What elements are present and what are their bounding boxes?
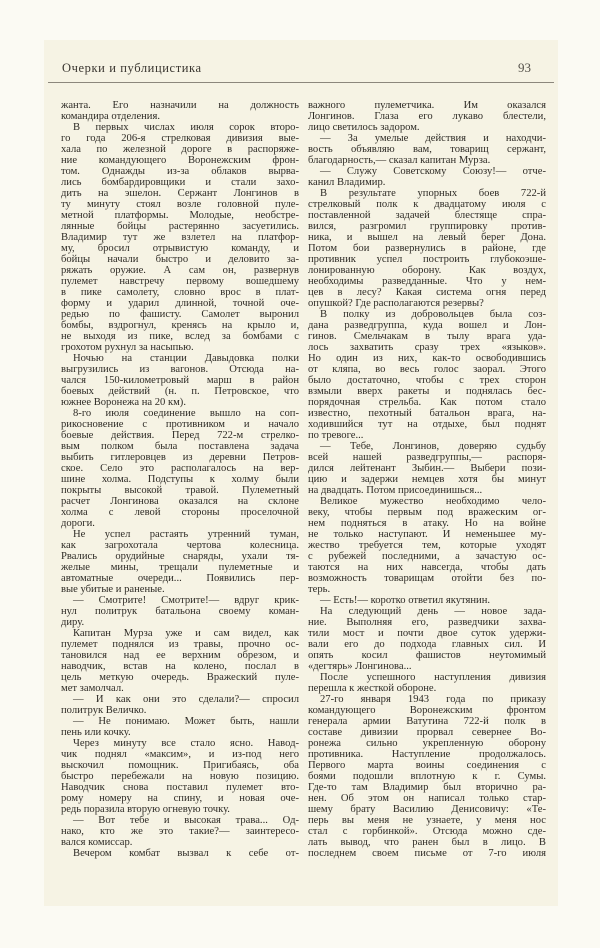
paragraph (308, 606, 546, 672)
text-line: — За умелые действия и находчи- (320, 133, 546, 144)
text-line: «дегтярь» Лонгинова... (308, 661, 412, 672)
text-line: было достаточно, чтобы с трех сторон (308, 375, 546, 386)
text-line: чался 150-километровый марш в район (61, 375, 299, 386)
text-line: холма с левой стороны проселочной (61, 507, 299, 518)
text-line: Первого марта воины соединения с (308, 760, 546, 771)
text-line: боевых действий (н. п. Петровское, что (61, 386, 299, 397)
text-line: покрыты высокой травой. Пулеметный (61, 485, 299, 496)
text-line: нем подняться в атаку. Но на войне (308, 518, 546, 529)
text-line: лать вывод, что ранен был в лицо. В (308, 837, 546, 848)
paragraph (61, 595, 299, 628)
text-line: политрук Величко. (61, 705, 147, 716)
text-line: Великое мужество необходимо чело- (320, 496, 546, 507)
text-line: цев в лесу? Какая система огня перед (308, 287, 546, 298)
paragraph (61, 848, 299, 859)
text-line: Наводчик снова поставил пулемет вто- (61, 782, 299, 793)
text-line: рому номеру на спину, и новая оче- (61, 793, 299, 804)
text-line: Рвались орудийные снаряды, ухали тя- (61, 551, 299, 562)
header-rule (48, 82, 554, 83)
page-number: 93 (518, 60, 531, 75)
text-line: опушкой? Где располагаются резервы? (308, 298, 484, 309)
text-line: форму и ударил длинной, точной оче- (61, 298, 299, 309)
text-line: боевые действия. Перед 722-м стрелко- (61, 430, 299, 441)
text-line: Но один из них, как-то освободившись (308, 353, 546, 364)
text-line: таются на них навсегда, чтобы дать (308, 562, 546, 573)
text-line: том. Однажды из-за облаков вырва- (61, 166, 299, 177)
text-line: вые убитые и раненые. (61, 584, 165, 595)
text-line: лись бомбардировщики и стали захо- (61, 177, 299, 188)
text-line: — Есть!— коротко ответил якутянин. (320, 595, 491, 606)
text-line: важного пулеметчика. Им оказался (308, 100, 546, 111)
text-line: Где-то там Владимир был вторично ра- (308, 782, 546, 793)
text-column-left (61, 100, 299, 859)
text-line: всей нашей разведгруппы,— распоря- (308, 452, 546, 463)
text-line: взмыли вверх ракеты и поднялась бес- (308, 386, 546, 397)
text-line: составе дивизии прорвал севернее Во- (308, 727, 546, 738)
paragraph (308, 441, 546, 496)
text-line: не только наступают. И неменьшее му- (308, 529, 546, 540)
text-line: выбить гитлеровцев из деревни Петров- (61, 452, 299, 463)
paragraph (308, 672, 546, 694)
text-line: веку, чтобы первым под вражеским ог- (308, 507, 546, 518)
text-line: редь поразила вторую огневую точку. (61, 804, 230, 815)
text-line: нако, кто же это такие?— заинтересо- (61, 826, 299, 837)
text-line: лонированную оборону. Как воздух, (308, 265, 546, 276)
text-line: рикосновение с противником и начало (61, 419, 299, 430)
text-line: ние командующего Воронежским фрон- (61, 155, 299, 166)
text-line: Потом бои развернулись в районе, где (308, 243, 546, 254)
paragraph (61, 100, 299, 122)
running-head: Очерки и публицистика (62, 61, 202, 75)
text-line: тили мост и почти двое суток удержи- (308, 628, 546, 639)
text-line: гинов. Смельчакам в тылу врага уда- (308, 331, 546, 342)
text-line: терь. (308, 584, 331, 595)
text-line: южнее Воронежа на 20 км). (61, 397, 186, 408)
text-line: Владимир тут же взлетел на платфор- (61, 232, 299, 243)
paragraph (308, 188, 546, 309)
paragraph (61, 738, 299, 815)
text-line: выскочил помощник. Пригибаясь, оба (61, 760, 299, 771)
text-line: — И как они это сделали?— спросил (73, 694, 299, 705)
text-line: бойцы начали быстро и деловито за- (61, 254, 299, 265)
text-line: необходимы разведданные. Что у нем- (308, 276, 546, 287)
text-line: канил Владимир. (308, 177, 386, 188)
text-line: наводчик, встав на колено, послал в (61, 661, 299, 672)
paragraph (308, 133, 546, 166)
text-line: Вечером комбат вызвал к себе от- (73, 848, 299, 859)
text-line: тановился над ее верхним обрезом, и (61, 650, 299, 661)
text-line: му, бросил отрывистую команду, и (61, 243, 299, 254)
text-line: диру. (61, 617, 85, 628)
text-line: вился, разгромил группировку против- (308, 221, 546, 232)
text-line: шине холма. Подступы к холму были (61, 474, 299, 485)
text-line: шему брату Василию Денисовичу: «Те- (308, 804, 546, 815)
paragraph (308, 694, 546, 859)
text-line: дить на эшелон. Сержант Лонгинов в (61, 188, 299, 199)
text-line: выгрузились из вагонов. Отсюда на- (61, 364, 299, 375)
text-line: возможность товарищам отойти без по- (308, 573, 546, 584)
text-line: бомбы, вздрогнул, кренясь на крыло и, (61, 320, 299, 331)
text-line: мет замолчал. (61, 683, 124, 694)
text-line: После успешного наступления дивизия (320, 672, 546, 683)
text-line: грохотом рухнул за насыпью. (61, 342, 194, 353)
text-line: ское. Село это располагалось на вер- (61, 463, 299, 474)
text-line: Лонгинов. Глаза его лукаво блестели, (308, 111, 546, 122)
text-line: перешла к жесткой обороне. (308, 683, 437, 694)
text-line: последнем своем письме от 7-го июля (308, 848, 546, 859)
text-line: В результате упорных боев 722-й (320, 188, 546, 199)
text-line: расчет Лонгинова оказался на склоне (61, 496, 299, 507)
paragraph (308, 100, 546, 133)
text-line: жество требуется тем, которые уходят (308, 540, 546, 551)
text-line: противника. Наступление продолжалось. (308, 749, 546, 760)
text-line: Через минуту все стало ясно. Навод- (73, 738, 299, 749)
text-line: порядочная стрельба. Как потом стало (308, 397, 546, 408)
text-line: В полку из добровольцев была соз- (320, 309, 546, 320)
text-line: хала по железной дороге в распоряже- (61, 144, 299, 155)
text-line: метной платформы. Молодые, необстре- (61, 210, 299, 221)
paragraph (61, 122, 299, 353)
text-line: в пике самолету, словно врос в плат- (61, 287, 299, 298)
paragraph (61, 815, 299, 848)
text-line: как загрохотала чертова колесница. (61, 540, 299, 551)
text-line: по тревоге... (308, 430, 364, 441)
text-line: нул политрук батальона своему коман- (61, 606, 299, 617)
text-line: Ночью на станции Давыдовка полки (73, 353, 299, 364)
paragraph (308, 309, 546, 441)
text-line: лянные бойцы растерянно засуетились. (61, 221, 299, 232)
text-line: благодарность,— сказал капитан Мурза. (308, 155, 491, 166)
text-line: стал с горбинкой». Отсюда можно сде- (308, 826, 546, 837)
text-line: — Не понимаю. Может быть, нашли (73, 716, 299, 727)
text-line: вым полком была поставлена задача (61, 441, 299, 452)
paragraph (61, 716, 299, 738)
text-line: пулемет поднялся из травы, прочно ос- (61, 639, 299, 650)
text-line: Капитан Мурза уже и сам видел, как (73, 628, 299, 639)
text-line: лицо светилось задором. (308, 122, 420, 133)
paragraph (61, 408, 299, 529)
text-line: — Служу Советскому Союзу!— отче- (320, 166, 546, 177)
text-line: ние. Выполняя его, разведчики захва- (308, 617, 546, 628)
text-line: командующего Воронежским фронтом (308, 705, 546, 716)
text-line: ту минуту стоял возле головной пуле- (61, 199, 299, 210)
text-line: ходившийся тут на отдыхе, был поднят (308, 419, 546, 430)
text-line: цель меткую очередь. Вражеский пуле- (61, 672, 299, 683)
text-line: цию и задержи немцев хотя бы минут (308, 474, 546, 485)
text-line: боями подошли вплотную к г. Сумы. (308, 771, 546, 782)
text-line: жанта. Его назначили на должность (61, 100, 299, 111)
text-line: На следующий день — новое зада- (320, 606, 546, 617)
text-line: на двадцать. Потом присоединишься... (308, 485, 483, 496)
text-line: известно, пехотный батальон врага, на- (308, 408, 546, 419)
text-line: противник успел построить глубокоэше- (308, 254, 546, 265)
text-line: быстро перебежали на новую позицию. (61, 771, 299, 782)
paragraph (308, 496, 546, 595)
text-line: командира отделения. (61, 111, 161, 122)
text-line: — Смотрите! Смотрите!— вдруг крик- (73, 595, 299, 606)
text-line: — Тебе, Лонгинов, доверяю судьбу (320, 441, 546, 452)
text-line: лось захватить сразу трех «языков». (308, 342, 546, 353)
text-line: с рубежей последними, а зачастую ос- (308, 551, 546, 562)
text-line: опять косил фашистов неутомимый (308, 650, 546, 661)
paragraph (61, 694, 299, 716)
text-line: дана разведгруппа, куда вошел и Лон- (308, 320, 546, 331)
paragraph (61, 628, 299, 694)
text-line: автоматные очереди... Появились пер- (61, 573, 299, 584)
text-column-right (308, 100, 546, 859)
text-line: ника, и вышел на левый берег Дона. (308, 232, 546, 243)
text-line: нен. Об этом он написал только стар- (308, 793, 546, 804)
text-line: вость объявляю вам, товарищ сержант, (308, 144, 546, 155)
text-line: дился лейтенант Зыбин.— Выбери пози- (308, 463, 546, 474)
text-line: — Вот тебе и высокая трава... Од- (73, 815, 299, 826)
text-line: ронежа сильно укрепленную оборону (308, 738, 546, 749)
paragraph (61, 529, 299, 595)
text-line: поставленной задачей блестяще спра- (308, 210, 546, 221)
text-line: пень или кочку. (61, 727, 131, 738)
text-line: не выходя из пике, вслед за бомбами с (61, 331, 299, 342)
paragraph (308, 595, 546, 606)
text-line: пулемет навстречу первому вошедшему (61, 276, 299, 287)
text-line: дороги. (61, 518, 95, 529)
paragraph (61, 353, 299, 408)
text-line: редью по фашисту. Самолет выронил (61, 309, 299, 320)
text-line: вали его до подхода главных сил. И (308, 639, 546, 650)
text-line: от кляпа, во весь голос заорал. Этого (308, 364, 546, 375)
text-line: В первых числах июля сорок второ- (73, 122, 299, 133)
text-line: перь вы меня не узнаете, у меня нос (308, 815, 546, 826)
text-line: генерала армии Ватутина 722-й полк в (308, 716, 546, 727)
text-line: желые мины, трещали пулеметные и (61, 562, 299, 573)
text-line: вался комиссар. (61, 837, 133, 848)
text-line: 27-го января 1943 года по приказу (320, 694, 546, 705)
paragraph (308, 166, 546, 188)
text-line: Не успел растаять утренний туман, (73, 529, 299, 540)
text-line: стрелковый полк к двадцатому июля с (308, 199, 546, 210)
text-line: 8-го июля соединение вышло на соп- (73, 408, 299, 419)
text-line: го года 206-я стрелковая дивизия вые- (61, 133, 299, 144)
text-line: ряжать оружие. А сам он, развернув (61, 265, 299, 276)
text-line: чик поднял «максим», и из-под него (61, 749, 299, 760)
